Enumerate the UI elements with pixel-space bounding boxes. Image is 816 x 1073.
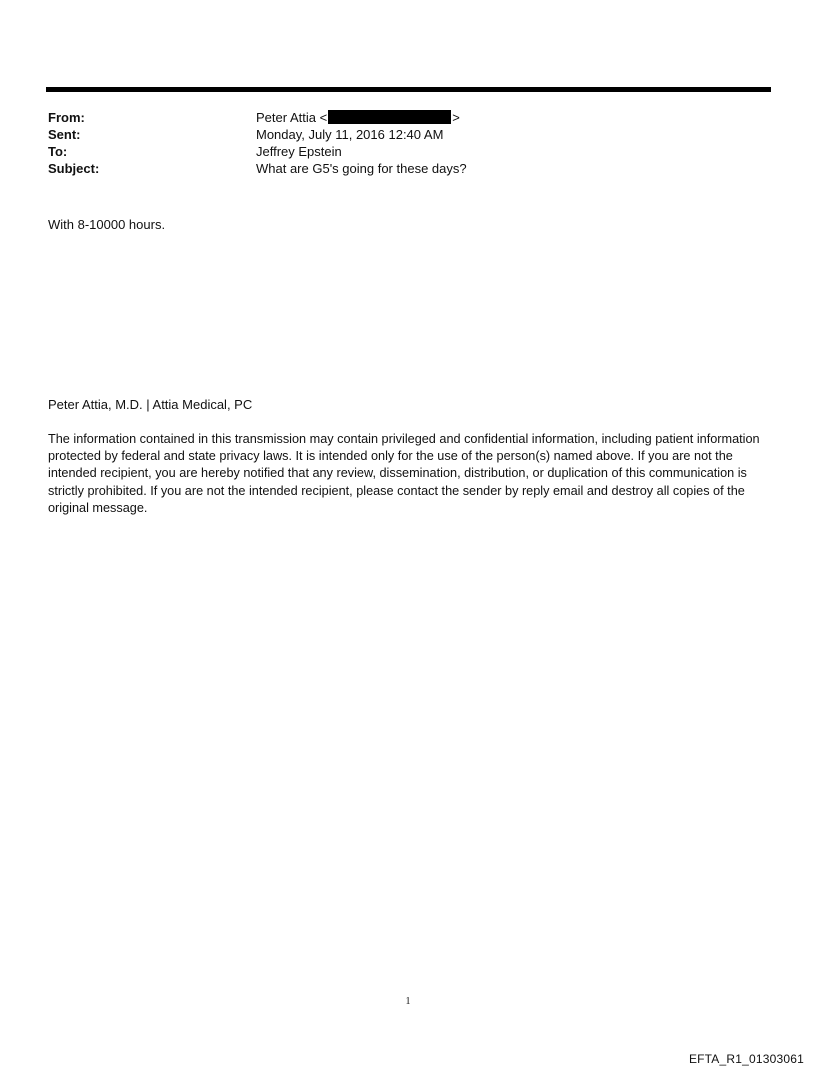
sent-label: Sent: [48, 127, 81, 142]
email-headers [48, 109, 768, 177]
redacted-email-block [328, 110, 451, 124]
document-id: EFTA_R1_01303061 [688, 1052, 804, 1066]
to-label: To: [48, 144, 68, 159]
to-row [48, 143, 768, 160]
subject-label: Subject: [48, 161, 100, 176]
sent-value: Monday, July 11, 2016 12:40 AM [256, 127, 444, 142]
subject-row [48, 160, 768, 177]
header-divider [46, 87, 771, 92]
from-label: From: [48, 110, 85, 125]
email-body: With 8-10000 hours. [48, 217, 166, 232]
to-value: Jeffrey Epstein [256, 144, 342, 159]
from-value [256, 109, 768, 126]
from-name: Peter Attia < [256, 110, 328, 125]
email-signature: Peter Attia, M.D. | Attia Medical, PC [48, 397, 253, 412]
subject-value: What are G5's going for these days? [256, 161, 467, 176]
sent-row [48, 126, 768, 143]
confidentiality-disclaimer: The information contained in this transmission may contain privileged and confidential information, including patient information protected by federal and state privacy laws. It is intended only for the use of the person(s) named above. If you are not the intended recipient, you are hereby notified that any review, dissemination, distribution, or duplication of this communication is strictly prohibited. If you are not the intended recipient, please contact the sender by reply email and destroy all copies of the original message. [48, 432, 760, 515]
page-number: 1 [405, 996, 411, 1007]
from-close-bracket: > [452, 110, 460, 125]
from-row [48, 109, 768, 126]
